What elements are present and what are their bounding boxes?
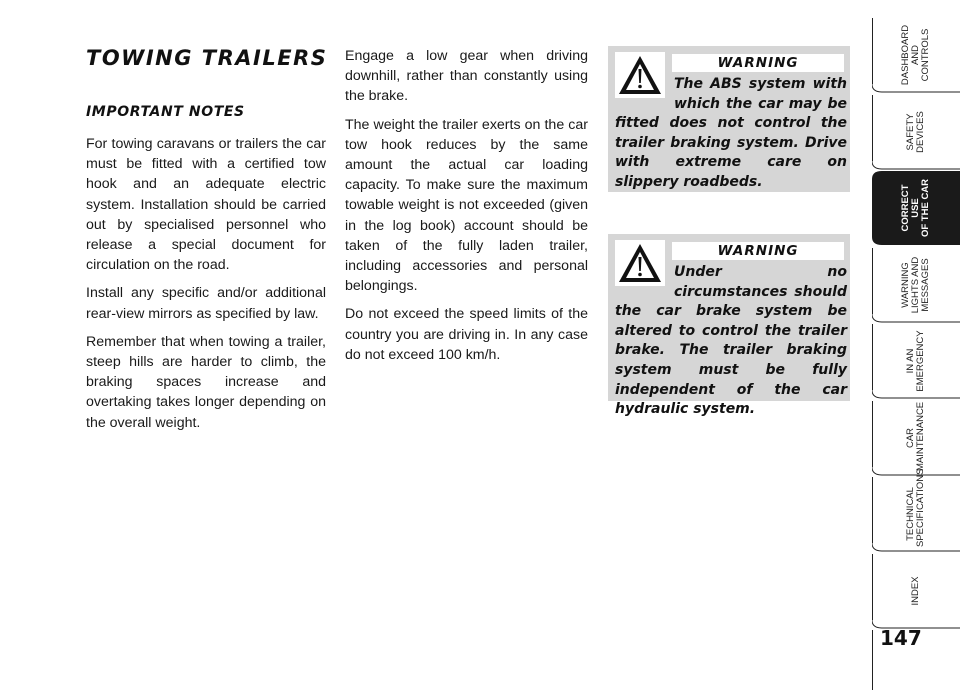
tab-label	[887, 99, 945, 165]
tab-label-line: MAINTENANCE	[915, 401, 926, 471]
tab-label-line: OF THE CAR	[920, 178, 931, 238]
side-tab[interactable]	[872, 95, 960, 171]
side-tab[interactable]	[872, 324, 960, 400]
tab-label-line: MESSAGES	[920, 257, 931, 312]
warning-text-container	[615, 263, 847, 420]
side-tab[interactable]	[872, 468, 960, 553]
tab-label	[887, 328, 945, 394]
tab-label-line: CONTROLS	[920, 28, 931, 82]
tab-label-line: TECHNICAL	[905, 487, 916, 541]
paragraph: Install any specific and/or additional rear-view mirrors as specified by law.	[86, 285, 326, 322]
section-subheading: IMPORTANT NOTES	[86, 104, 245, 120]
tab-label	[887, 468, 945, 547]
tab-label-line: INDEX	[910, 575, 921, 606]
page-number: 147	[880, 626, 922, 650]
side-tab[interactable]	[872, 401, 960, 477]
paragraph: The weight the trailer exerts on the car tow hook reduces by the same amount the actual car loading capacity. To make sure the maximum towable weight is not exceeded (given in the log book) account should be taken of the fully laden trailer, including accessories and personal belongings.	[345, 116, 588, 295]
side-tab[interactable]	[872, 248, 960, 324]
tab-label	[887, 558, 945, 624]
tab-label-line: SAFETY	[905, 113, 916, 150]
tab-rail	[872, 630, 873, 690]
tab-label-line: CAR	[905, 427, 916, 448]
warning-label: WARNING	[672, 54, 844, 72]
warning-box-abs	[608, 46, 850, 192]
tab-label-line: EMERGENCY	[915, 330, 926, 392]
warning-label: WARNING	[672, 242, 844, 260]
side-tab[interactable]	[872, 554, 960, 630]
side-tab[interactable]	[872, 18, 960, 94]
tab-label	[887, 22, 945, 88]
paragraph: Engage a low gear when driving downhill, rather than constantly using the brake.	[345, 48, 588, 105]
warning-box-brake	[608, 234, 850, 418]
side-tab[interactable]	[872, 171, 960, 247]
tab-label	[887, 401, 945, 471]
section-tabs	[872, 0, 960, 692]
tab-label-line: LIGHTS AND	[910, 256, 921, 313]
tab-label-line: AND	[910, 44, 921, 66]
warning-text: The ABS system with which the car may be fitted does not control the trailer braking system. Drive with extreme care on slippery roadbeds.	[615, 76, 847, 190]
tab-label-line: SPECIFICATIONS	[915, 468, 926, 547]
warning-text-container	[615, 75, 847, 193]
tab-label-line: WARNING	[900, 261, 911, 308]
warning-text: Under no circumstances should the car brake system be altered to control the trailer brake. The trailer braking system must be fully independent of the car hydraulic system.	[615, 264, 847, 418]
paragraph: Do not exceed the speed limits of the country you are driving in. In any case do not exceed 100 km/h.	[345, 306, 588, 363]
tab-label	[887, 252, 945, 318]
page-title: TOWING TRAILERS	[86, 46, 328, 70]
tab-label-line: IN AN	[905, 348, 916, 374]
tab-label	[887, 175, 945, 241]
tab-label-line: CORRECT USE	[900, 184, 921, 232]
paragraph: For towing caravans or trailers the car must be fitted with a certified tow hook and an adequate electric system. Installation should be carried out by specialised personnel who release a special document for circulation on the road.	[86, 136, 326, 274]
tab-label-line: DEVICES	[915, 110, 926, 153]
tab-label-line: DASHBOARD	[900, 24, 911, 86]
paragraph: Remember that when towing a trailer, steep hills are harder to climb, the braking spaces increase and overtaking takes longer depending on the overall weight.	[86, 333, 326, 431]
